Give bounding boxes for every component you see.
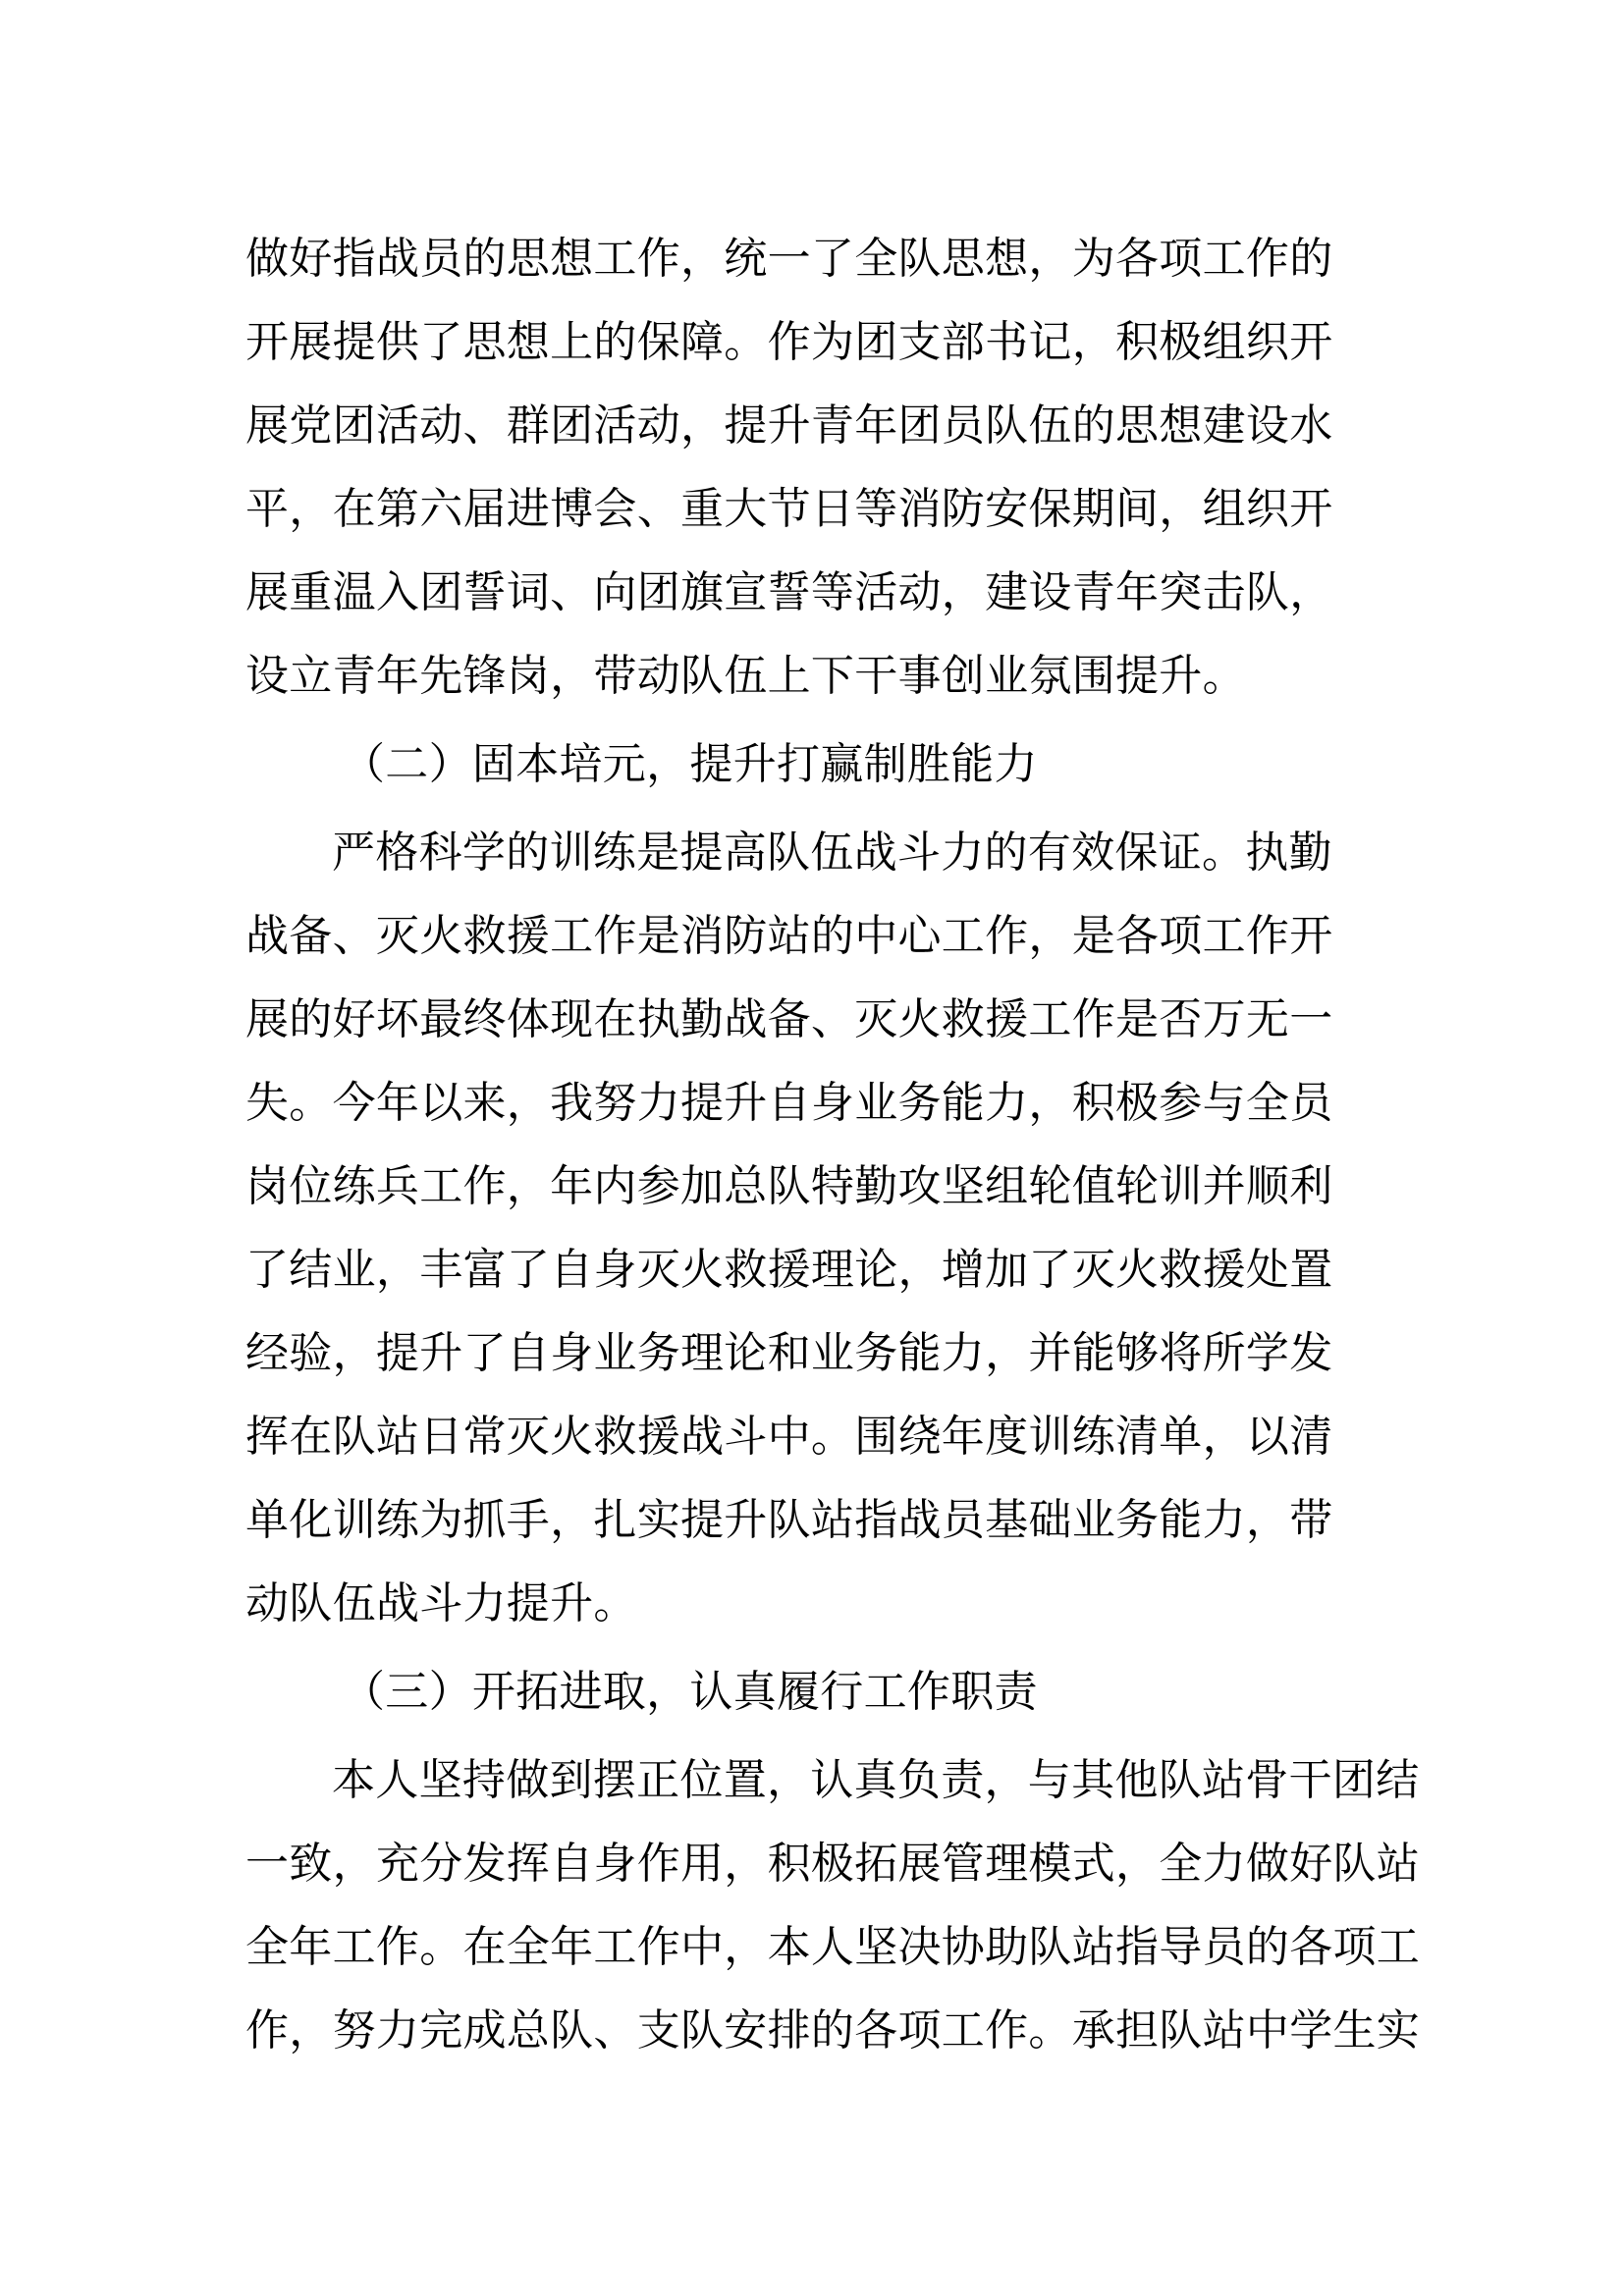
paragraph-line: 设立青年先锋岗，带动队伍上下干事创业氛围提升。 — [245, 651, 1246, 701]
paragraph-line: 开展提供了思想上的保障。作为团支部书记，积极组织开 — [245, 317, 1333, 367]
paragraph-line: 展的好坏最终体现在执勤战备、灭火救援工作是否万无一 — [245, 994, 1333, 1044]
paragraph-line: 做好指战员的思想工作，统一了全队思想，为各项工作的 — [245, 234, 1333, 284]
paragraph-line: 一致，充分发挥自身作用，积极拓展管理模式，全力做好队站 — [245, 1839, 1421, 1889]
paragraph-line: 战备、灭火救援工作是消防站的中心工作，是各项工作开 — [245, 911, 1333, 961]
paragraph-line: 展党团活动、群团活动，提升青年团员队伍的思想建设水 — [245, 400, 1333, 451]
paragraph-line: 全年工作。在全年工作中，本人坚决协助队站指导员的各项工 — [245, 1922, 1421, 1972]
paragraph-line: 展重温入团誓词、向团旗宣誓等活动，建设青年突击队， — [245, 567, 1333, 617]
paragraph-line: 岗位练兵工作，年内参加总队特勤攻坚组轮值轮训并顺利 — [245, 1161, 1333, 1211]
section-heading: （二）固本培元，提升打赢制胜能力 — [342, 739, 1038, 789]
section-heading: （三）开拓进取，认真履行工作职责 — [342, 1667, 1038, 1717]
paragraph-line: 挥在队站日常灭火救援战斗中。围绕年度训练清单，以清 — [245, 1412, 1333, 1462]
paragraph-line: 经验，提升了自身业务理论和业务能力，并能够将所学发 — [245, 1328, 1333, 1378]
paragraph-line: 本人坚持做到摆正位置，认真负责，与其他队站骨干团结 — [332, 1755, 1420, 1805]
paragraph-line: 作，努力完成总队、支队安排的各项工作。承担队站中学生实 — [245, 2005, 1421, 2056]
paragraph-line: 平，在第六届进博会、重大节日等消防安保期间，组织开 — [245, 484, 1333, 534]
paragraph-line: 了结业，丰富了自身灭火救援理论，增加了灭火救援处置 — [245, 1245, 1333, 1295]
paragraph-line: 严格科学的训练是提高队伍战斗力的有效保证。执勤 — [332, 828, 1332, 878]
paragraph-line: 失。今年以来，我努力提升自身业务能力，积极参与全员 — [245, 1078, 1333, 1128]
paragraph-line: 动队伍战斗力提升。 — [245, 1578, 637, 1629]
paragraph-line: 单化训练为抓手，扎实提升队站指战员基础业务能力，带 — [245, 1495, 1333, 1545]
